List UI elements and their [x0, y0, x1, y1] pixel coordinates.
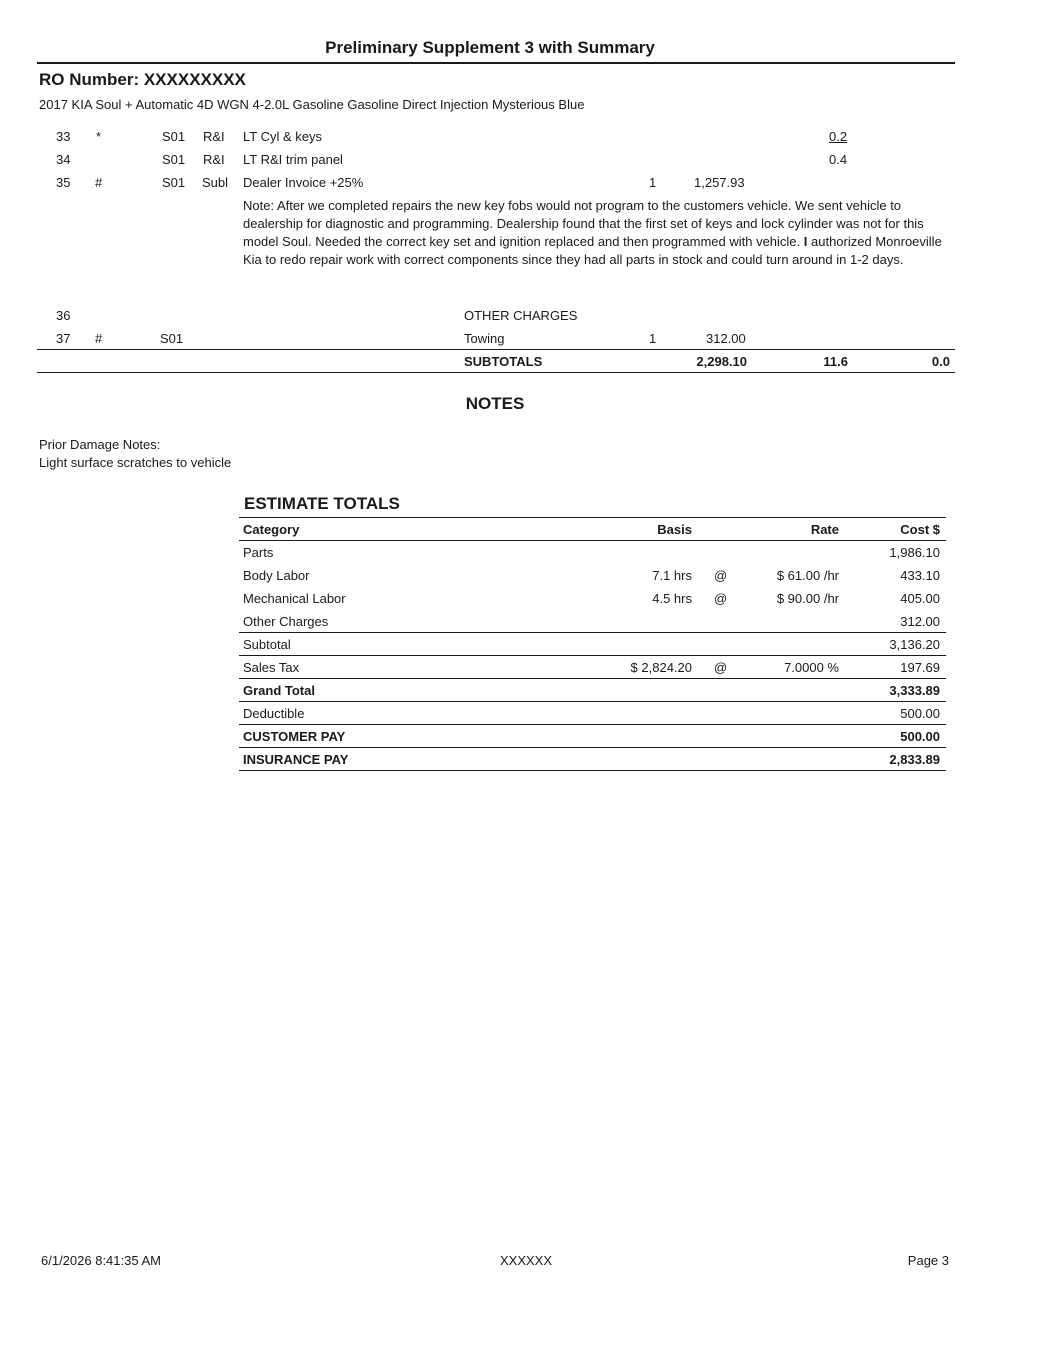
- estimate-totals-row-rule: [239, 747, 946, 748]
- subtotals-paint: 0.0: [931, 354, 950, 369]
- basis-header: Basis: [657, 522, 692, 537]
- line-price: 1,257.93: [694, 175, 745, 190]
- line-description: Towing: [464, 331, 505, 346]
- note-text-end: authorized Monroeville Kia to redo repair work with correct components since they had all parts in stock and could turn around in 1-2 days.: [243, 234, 942, 267]
- note-text-bold: I: [800, 234, 808, 249]
- line-description: Dealer Invoice +25%: [243, 175, 364, 190]
- row-rate: $ 61.00 /hr: [776, 568, 839, 583]
- rate-header: Rate: [810, 522, 839, 537]
- footer-page: Page 3: [907, 1253, 949, 1268]
- subtotals-bottom-rule: [37, 372, 955, 373]
- vehicle-description: 2017 KIA Soul + Automatic 4D WGN 4-2.0L Gasoline Gasoline Direct Injection Mysterious Blue: [39, 97, 585, 112]
- row-category: Other Charges: [243, 614, 329, 629]
- line-description: OTHER CHARGES: [464, 308, 578, 323]
- row-category: Sales Tax: [243, 660, 300, 675]
- line-quantity: 1: [649, 331, 657, 346]
- row-rate: $ 90.00 /hr: [776, 591, 839, 606]
- line-number: 35: [56, 175, 71, 190]
- row-category: Grand Total: [243, 683, 315, 698]
- line-operation: Subl: [202, 175, 229, 190]
- row-category: Subtotal: [243, 637, 291, 652]
- row-at-symbol: @: [714, 660, 728, 675]
- row-category: Deductible: [243, 706, 305, 721]
- line-labor: 0.4: [829, 152, 848, 167]
- line-quantity: 1: [649, 175, 657, 190]
- line-code: S01: [160, 331, 184, 346]
- estimate-totals-row-rule: [239, 701, 946, 702]
- line-number: 37: [56, 331, 71, 346]
- subtotals-top-rule: [37, 349, 955, 350]
- estimate-totals-bottom-rule: [239, 770, 946, 771]
- line-number: 36: [56, 308, 71, 323]
- prior-damage-label: Prior Damage Notes:: [39, 437, 161, 452]
- line-description: LT Cyl & keys: [243, 129, 322, 144]
- line-note: [243, 197, 943, 269]
- row-cost: 433.10: [900, 568, 940, 583]
- category-header: Category: [243, 522, 300, 537]
- prior-damage-text: Light surface scratches to vehicle: [39, 455, 232, 470]
- subtotals-price: 2,298.10: [696, 354, 747, 369]
- row-category: Body Labor: [243, 568, 310, 583]
- line-mark: #: [95, 331, 103, 346]
- row-basis: 7.1 hrs: [652, 568, 692, 583]
- footer-datetime: 6/1/2026 8:41:35 AM: [41, 1253, 161, 1268]
- line-mark: #: [95, 175, 103, 190]
- line-number: 33: [56, 129, 71, 144]
- line-code: S01: [162, 129, 186, 144]
- row-cost: 405.00: [900, 591, 940, 606]
- line-labor: 0.2: [829, 129, 848, 144]
- line-code: S01: [162, 175, 186, 190]
- title-rule: [37, 62, 955, 64]
- row-category: CUSTOMER PAY: [243, 729, 346, 744]
- line-operation: R&I: [203, 129, 225, 144]
- row-category: INSURANCE PAY: [243, 752, 349, 767]
- estimate-totals-row-rule: [239, 678, 946, 679]
- row-cost: 197.69: [900, 660, 940, 675]
- row-at-symbol: @: [714, 591, 728, 606]
- notes-heading: NOTES: [465, 394, 525, 413]
- subtotals-label: SUBTOTALS: [464, 354, 543, 369]
- line-number: 34: [56, 152, 71, 167]
- row-rate: 7.0000 %: [784, 660, 839, 675]
- line-operation: R&I: [203, 152, 225, 167]
- row-category: Mechanical Labor: [243, 591, 346, 606]
- estimate-totals-header-rule: [239, 540, 946, 541]
- ro-number: RO Number: XXXXXXXXX: [39, 70, 246, 89]
- line-price: 312.00: [706, 331, 746, 346]
- line-code: S01: [162, 152, 186, 167]
- estimate-totals-title-rule: [239, 517, 946, 518]
- row-basis: 4.5 hrs: [652, 591, 692, 606]
- note-text: Note: After we completed repairs the new key fobs would not program to the customers vehicle. We sent vehicle to dealership for diagnostic and programming. Dealership found that the first set of keys and lock cylinder was not for this model Soul. Needed the correct key set and ignition replaced and then programmed with vehicle.: [243, 198, 924, 249]
- row-cost: 500.00: [900, 729, 940, 744]
- estimate-totals-title: ESTIMATE TOTALS: [244, 494, 400, 513]
- row-cost: 3,136.20: [889, 637, 940, 652]
- row-cost: 2,833.89: [889, 752, 940, 767]
- estimate-totals-row-rule: [239, 724, 946, 725]
- estimate-totals-row-rule: [239, 655, 946, 656]
- page-title: Preliminary Supplement 3 with Summary: [325, 38, 655, 57]
- line-mark: *: [96, 129, 102, 144]
- cost-header: Cost $: [900, 522, 940, 537]
- row-cost: 500.00: [900, 706, 940, 721]
- row-cost: 1,986.10: [889, 545, 940, 560]
- estimate-totals-row-rule: [239, 632, 946, 633]
- subtotals-labor: 11.6: [823, 354, 848, 369]
- row-category: Parts: [243, 545, 274, 560]
- footer-id: XXXXXX: [500, 1253, 553, 1268]
- prior-damage-notes: [39, 436, 231, 472]
- row-at-symbol: @: [714, 568, 728, 583]
- row-cost: 312.00: [900, 614, 940, 629]
- row-basis: $ 2,824.20: [630, 660, 692, 675]
- line-description: LT R&I trim panel: [243, 152, 343, 167]
- row-cost: 3,333.89: [889, 683, 940, 698]
